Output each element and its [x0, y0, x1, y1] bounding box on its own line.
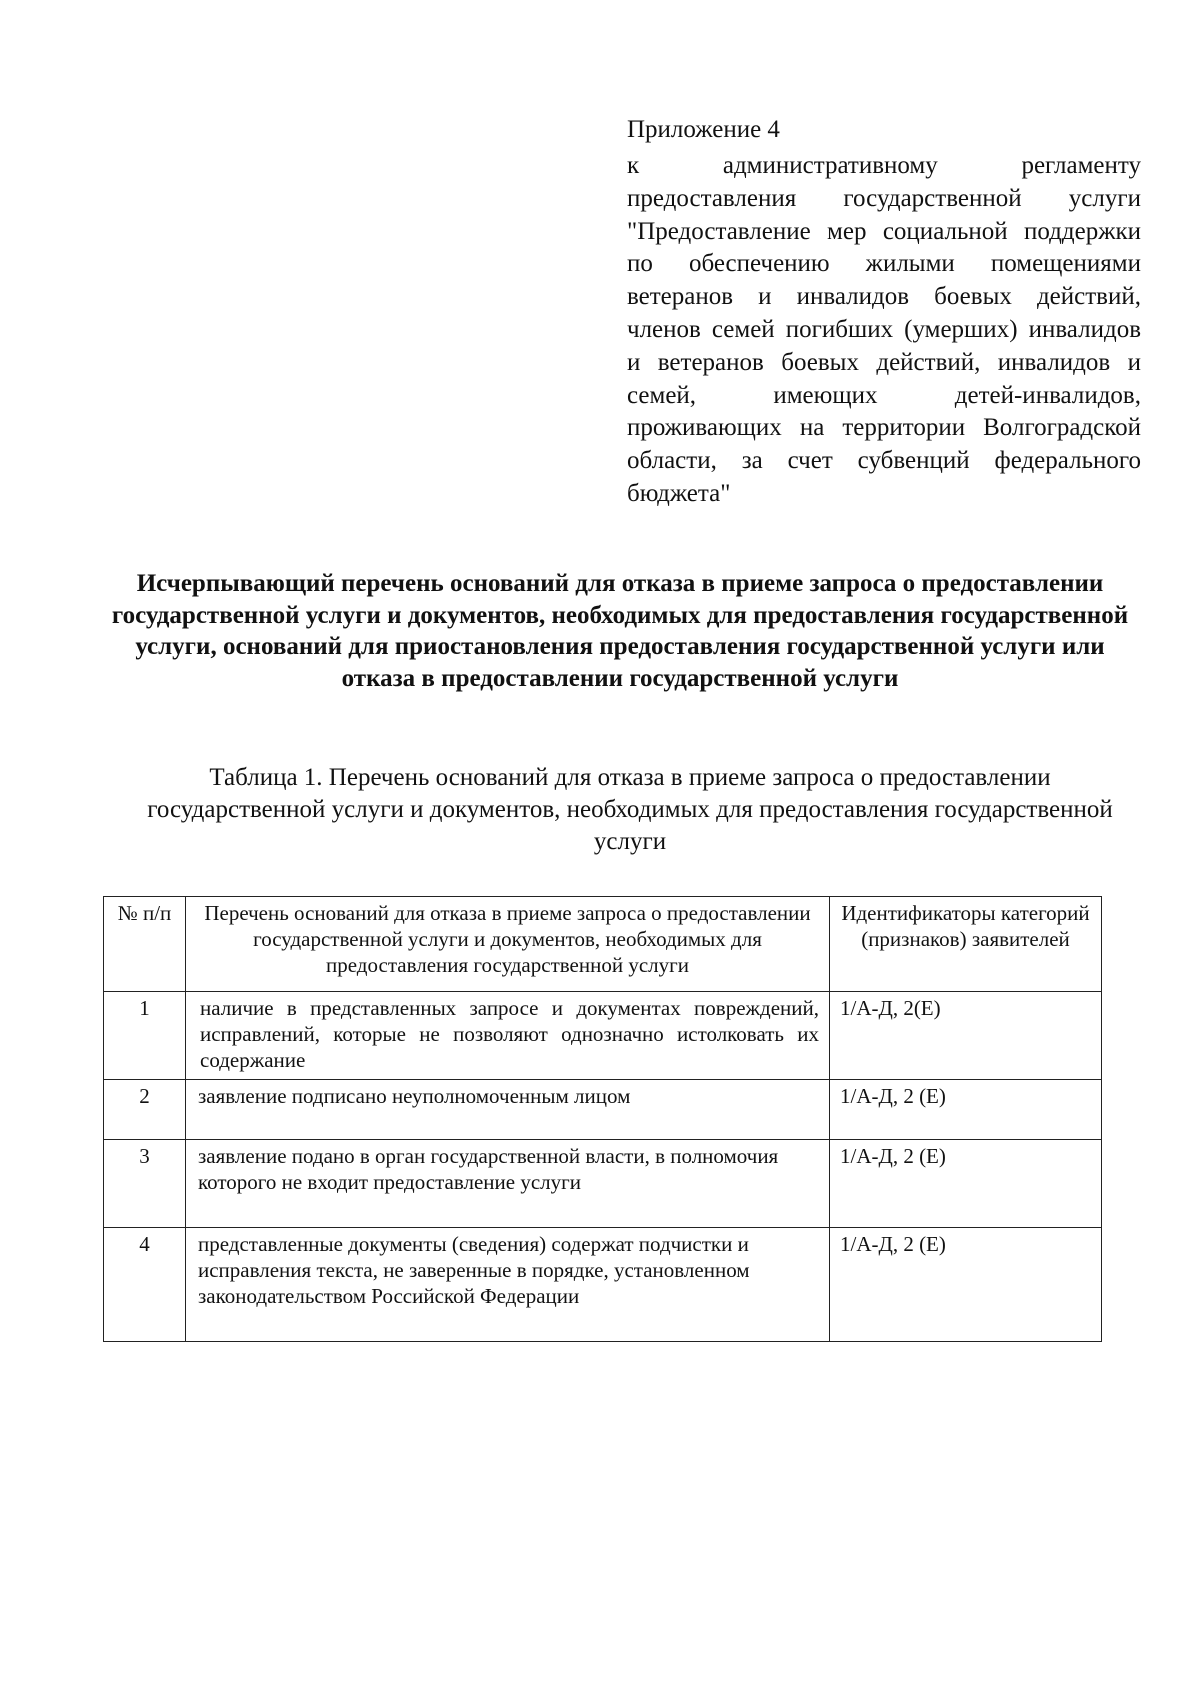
- appendix-body: к административному регламенту предоставления государственной услуги "Предоставление мер социальной поддержки по обеспечению жилыми помещениями ветеранов и инвалидов боевых действий, членов семей погибших (умерших) инвалидов и ветеранов боевых действий, инвалидов и семей, имеющих детей-инвалидов, проживающих на территории Волгоградской области, за счет субвенций федерального бюджета": [627, 152, 1141, 507]
- document-heading: Исчерпывающий перечень оснований для отказа в приеме запроса о предоставлении государственной услуги и документов, необходимых для предоставления государственной услуги, оснований для приостановления предоставления государственной услуги или отказа в предоставлении государственной услуги: [111, 570, 1129, 692]
- header-ids: Идентификаторы категорий (признаков) заявителей: [830, 897, 1102, 992]
- row-ids: 1/А-Д, 2 (Е): [830, 1228, 1102, 1342]
- row-ids: 1/А-Д, 2(Е): [830, 992, 1102, 1080]
- table-row: [104, 1140, 1102, 1228]
- row-num: 4: [104, 1228, 186, 1342]
- row-ids: 1/А-Д, 2 (Е): [830, 1080, 1102, 1140]
- table-row: [104, 992, 1102, 1080]
- header-reason: Перечень оснований для отказа в приеме запроса о предоставлении государственной услуги и документов, необходимых для предоставления государственной услуги: [186, 897, 830, 992]
- row-reason: наличие в представленных запросе и документах повреждений, исправлений, которые не позволяют однозначно истолковать их содержание: [186, 992, 830, 1080]
- appendix-block: [627, 112, 1141, 511]
- row-reason: представленные документы (сведения) содержат подчистки и исправления текста, не заверенные в порядке, установленном законодательством Российской Федерации: [186, 1228, 830, 1342]
- table-caption: Таблица 1. Перечень оснований для отказа в приеме запроса о предоставлении государственной услуги и документов, необходимых для предоставления государственной услуги: [147, 764, 1113, 855]
- row-reason: заявление подано в орган государственной власти, в полномочия которого не входит предоставление услуги: [186, 1140, 830, 1228]
- table-header-row: [104, 897, 1102, 992]
- row-num: 2: [104, 1080, 186, 1140]
- row-ids: 1/А-Д, 2 (Е): [830, 1140, 1102, 1228]
- row-num: 1: [104, 992, 186, 1080]
- table-row: [104, 1080, 1102, 1140]
- row-reason: заявление подписано неуполномоченным лицом: [186, 1080, 830, 1140]
- reasons-table: [103, 896, 1102, 1342]
- table-row: [104, 1228, 1102, 1342]
- row-num: 3: [104, 1140, 186, 1228]
- appendix-title: Приложение 4: [627, 116, 780, 143]
- header-num: № п/п: [104, 897, 186, 992]
